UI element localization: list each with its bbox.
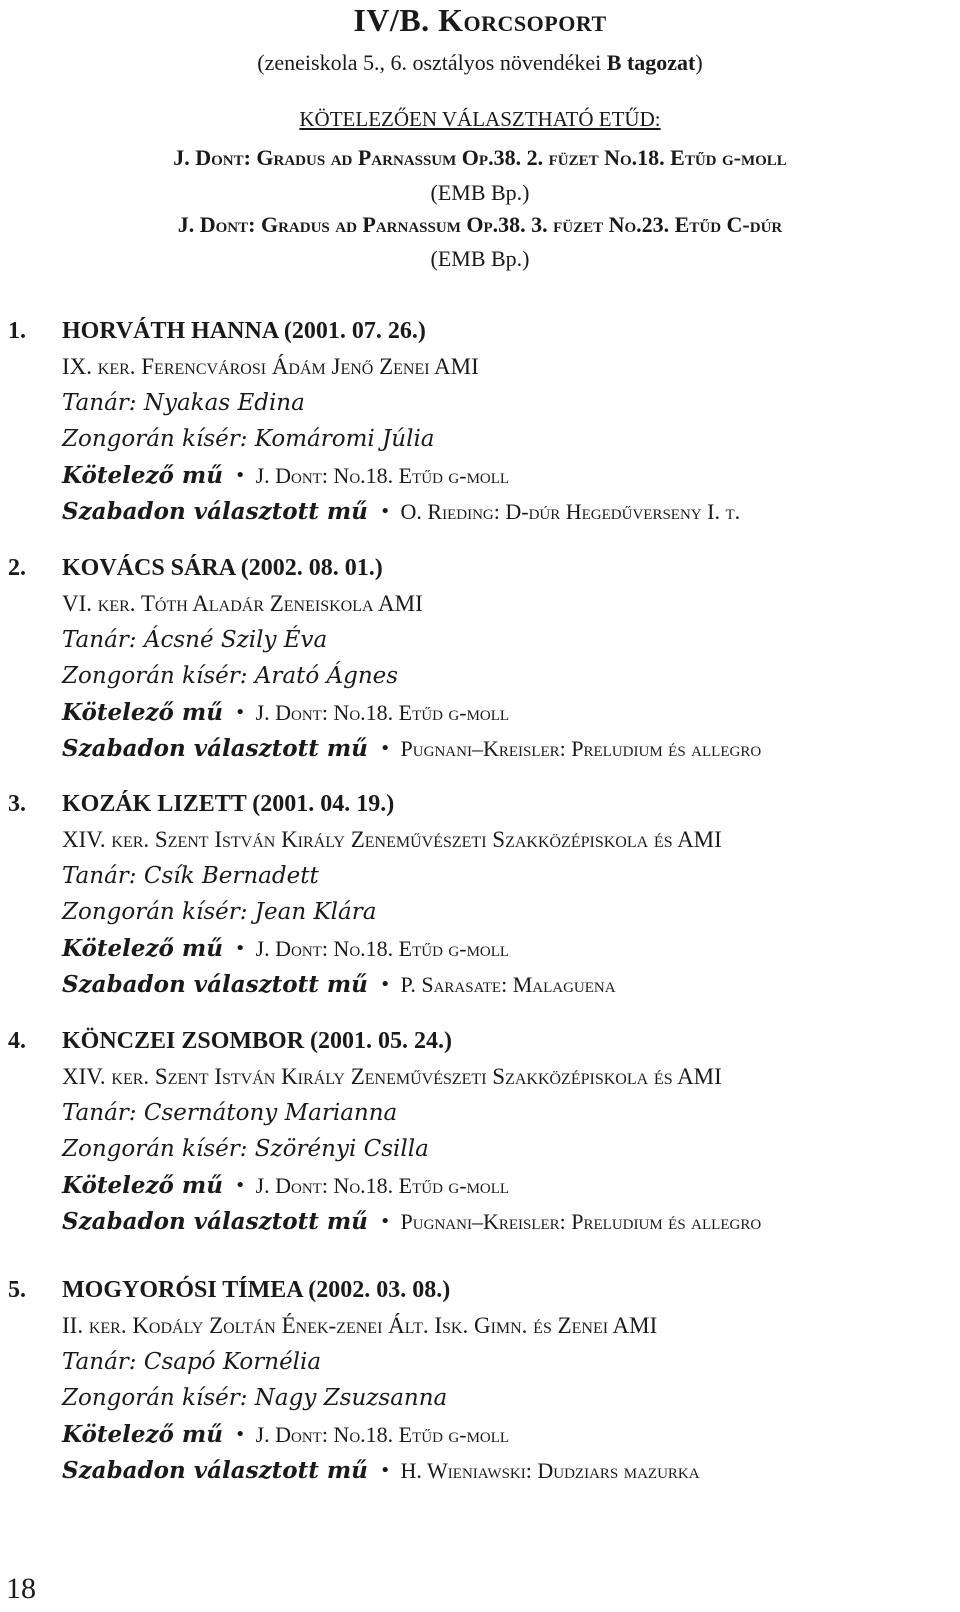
bullet-icon: • <box>234 702 246 723</box>
required-piece-row <box>62 1421 509 1448</box>
etude-publisher: (EMB Bp.) <box>430 180 530 205</box>
free-piece-row <box>62 498 740 525</box>
teacher: Tanár: Csernátony Marianna <box>62 1100 398 1126</box>
contestant-name: KOVÁCS SÁRA (2002. 08. 01.) <box>62 555 383 581</box>
free-label: Szabadon választott mű <box>62 1208 368 1235</box>
bullet-icon: • <box>234 938 246 959</box>
bullet-icon: • <box>379 1460 391 1481</box>
bullet-icon: • <box>234 1175 246 1196</box>
free-piece: Pugnani–Kreisler: Preludium és allegro <box>400 736 762 761</box>
free-piece: O. Rieding: D-dúr Hegedűverseny I. t. <box>400 499 741 524</box>
bullet-icon: • <box>379 738 391 759</box>
school-name: VI. ker. Tóth Aladár Zeneiskola AMI <box>62 591 423 616</box>
free-label: Szabadon választott mű <box>62 971 368 998</box>
contestant-name: KOZÁK LIZETT (2001. 04. 19.) <box>62 791 395 817</box>
free-label: Szabadon választott mű <box>62 498 368 525</box>
required-piece: J. Dont: No.18. Etűd g-moll <box>255 1422 510 1447</box>
teacher: Tanár: Ácsné Szily Éva <box>62 627 328 653</box>
bullet-icon: • <box>234 465 246 486</box>
free-label: Szabadon választott mű <box>62 1457 368 1484</box>
entry-number: 5. <box>8 1277 26 1303</box>
required-piece: J. Dont: No.18. Etűd g-moll <box>255 936 510 961</box>
accompanist: Zongorán kísér: Nagy Zsuzsanna <box>62 1385 448 1411</box>
teacher: Tanár: Csapó Kornélia <box>62 1349 322 1375</box>
free-label: Szabadon választott mű <box>62 735 368 762</box>
required-piece-row <box>62 1172 509 1199</box>
free-piece-row <box>62 1208 761 1235</box>
required-piece-row <box>62 935 509 962</box>
teacher: Tanár: Nyakas Edina <box>62 390 305 416</box>
accompanist: Zongorán kísér: Arató Ágnes <box>62 663 399 689</box>
contestant-name: HORVÁTH HANNA (2001. 07. 26.) <box>62 318 426 344</box>
required-piece-row <box>62 699 509 726</box>
etude-title: J. Dont: Gradus ad Parnassum Op.38. 3. füzet No.23. Etűd C-dúr <box>177 212 783 237</box>
entry-number: 4. <box>8 1028 26 1054</box>
subtitle-bold: B tagozat <box>606 50 696 75</box>
required-label: Kötelező mű <box>62 462 223 489</box>
free-piece: P. Sarasate: Malaguena <box>400 972 616 997</box>
contestant-name: MOGYORÓSI TÍMEA (2002. 03. 08.) <box>62 1277 451 1303</box>
required-piece-row <box>62 462 509 489</box>
subtitle-text: (zeneiskola 5., 6. osztályos növendékei <box>257 50 607 75</box>
required-piece: J. Dont: No.18. Etűd g-moll <box>255 463 510 488</box>
free-piece-row <box>62 735 761 762</box>
free-piece: Pugnani–Kreisler: Preludium és allegro <box>400 1209 762 1234</box>
bullet-icon: • <box>379 1211 391 1232</box>
free-piece-row <box>62 971 616 998</box>
entry-number: 3. <box>8 791 26 817</box>
school-name: II. ker. Kodály Zoltán Ének-zenei Ált. Isk. Gimn. és Zenei AMI <box>62 1313 658 1338</box>
required-etude-heading: KÖTELEZŐEN VÁLASZTHATÓ ETŰD: <box>299 107 661 131</box>
subtitle-end: ) <box>695 50 703 75</box>
bullet-icon: • <box>379 501 391 522</box>
page-title: IV/B. Korcsoport <box>353 2 607 38</box>
entry-number: 2. <box>8 555 26 581</box>
accompanist: Zongorán kísér: Szörényi Csilla <box>62 1136 429 1162</box>
accompanist: Zongorán kísér: Komáromi Júlia <box>62 426 435 452</box>
contestant-name: KÖNCZEI ZSOMBOR (2001. 05. 24.) <box>62 1028 453 1054</box>
school-name: IX. ker. Ferencvárosi Ádám Jenő Zenei AMI <box>62 354 479 379</box>
bullet-icon: • <box>379 974 391 995</box>
required-label: Kötelező mű <box>62 1172 223 1199</box>
school-name: XIV. ker. Szent István Király Zeneművészeti Szakközépiskola és AMI <box>62 1064 722 1089</box>
etude-publisher: (EMB Bp.) <box>430 246 530 271</box>
etude-title: J. Dont: Gradus ad Parnassum Op.38. 2. füzet No.18. Etűd g-moll <box>173 145 787 170</box>
entry-number: 1. <box>8 318 26 344</box>
required-label: Kötelező mű <box>62 935 223 962</box>
school-name: XIV. ker. Szent István Király Zeneművészeti Szakközépiskola és AMI <box>62 827 722 852</box>
required-piece: J. Dont: No.18. Etűd g-moll <box>255 700 510 725</box>
page-subtitle <box>0 50 960 76</box>
required-piece: J. Dont: No.18. Etűd g-moll <box>255 1173 510 1198</box>
bullet-icon: • <box>234 1424 246 1445</box>
teacher: Tanár: Csík Bernadett <box>62 863 319 889</box>
free-piece: H. Wieniawski: Dudziars mazurka <box>400 1458 700 1483</box>
required-label: Kötelező mű <box>62 1421 223 1448</box>
required-label: Kötelező mű <box>62 699 223 726</box>
accompanist: Zongorán kísér: Jean Klára <box>62 899 377 925</box>
page-number: 18 <box>6 1572 36 1605</box>
free-piece-row <box>62 1457 700 1484</box>
